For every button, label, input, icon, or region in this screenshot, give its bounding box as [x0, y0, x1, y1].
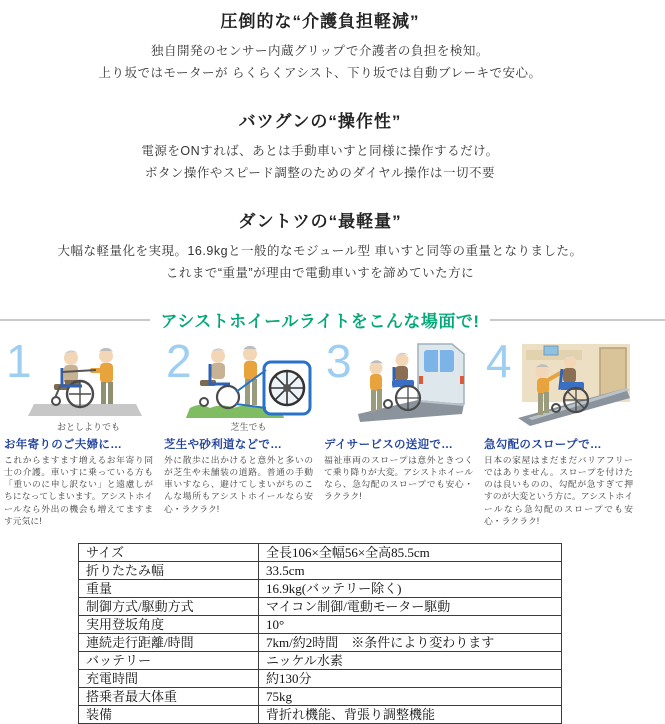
scene-body-text: 福祉車両のスロープは意外ときつくて乗り降りが大変。アシストホイールなら、急勾配のスロープでも安心・ラクラク! — [324, 455, 473, 502]
scene-caption: 芝生でも — [230, 422, 267, 432]
spec-value: マイコン制御/電動モーター駆動 — [259, 597, 562, 615]
scene-steep-slope — [480, 335, 640, 527]
spec-label: 装備 — [79, 705, 259, 723]
banner-right-rule — [490, 319, 665, 321]
spec-label: 充電時間 — [79, 669, 259, 687]
feature-care-burden — [0, 7, 640, 84]
spec-label: バッテリー — [79, 651, 259, 669]
scene-elderly-couple — [0, 335, 160, 527]
spec-value: 約130分 — [259, 669, 562, 687]
wheelchair-couple-illustration — [24, 342, 152, 420]
spec-row-battery — [79, 651, 562, 669]
van-ramp-illustration — [344, 342, 472, 428]
scene-banner — [0, 307, 640, 332]
feature-sections — [0, 0, 640, 284]
spec-label: 搭乗者最大体重 — [79, 687, 259, 705]
spec-row-range — [79, 633, 562, 651]
feature-line: 大幅な軽量化を実現。16.9kgと一般的なモジュール型 車いすと同等の重量となりました。 — [57, 244, 583, 258]
feature-operability — [0, 107, 640, 184]
scene-grass-gravel — [160, 335, 320, 527]
spec-row-max-weight — [79, 687, 562, 705]
feature-line: これまで“重量”が理由で電動車いすを諦めていた方に — [165, 266, 475, 280]
scene-media — [4, 335, 153, 433]
scene-number: 4 — [486, 335, 512, 387]
feature-title: ダントツの“最軽量” — [238, 212, 402, 231]
spec-value: 10° — [259, 615, 562, 633]
feature-line: 電源をONすれば、あとは手動車いすと同様に操作するだけ。 — [141, 144, 499, 158]
feature-line: 独自開発のセンサー内蔵グリップで介護者の負担を検知。 — [151, 44, 489, 58]
spec-label: 制御方式/駆動方式 — [79, 597, 259, 615]
scene-columns — [0, 335, 640, 527]
banner-title: アシストホイールライトをこんな場面で! — [160, 312, 480, 331]
spec-table — [78, 543, 562, 724]
scene-media — [164, 335, 313, 433]
scene-media — [484, 335, 633, 433]
feature-title: バツグンの“操作性” — [238, 112, 402, 131]
scene-caption: おとしよりでも — [56, 422, 120, 432]
spec-row-folded-width — [79, 561, 562, 579]
spec-label: サイズ — [79, 543, 259, 561]
spec-row-equipment — [79, 705, 562, 723]
feature-title: 圧倒的な“介護負担軽減” — [220, 12, 420, 31]
spec-value: 16.9kg(バッテリー除く) — [259, 579, 562, 597]
spec-row-climb-angle — [79, 615, 562, 633]
spec-label: 実用登坂角度 — [79, 615, 259, 633]
spec-row-size — [79, 543, 562, 561]
feature-line: ボタン操作やスピード調整のためのダイヤル操作は一切不要 — [144, 166, 496, 180]
spec-label: 連続走行距離/時間 — [79, 633, 259, 651]
spec-value: 33.5cm — [259, 561, 562, 579]
scene-number: 1 — [6, 335, 32, 387]
feature-line: 上り坂ではモーターが らくらくアシスト、下り坂では自動ブレーキで安心。 — [98, 66, 542, 80]
spec-row-control — [79, 597, 562, 615]
scene-heading: お年寄りのご夫婦に… — [4, 439, 122, 451]
scene-heading: デイサービスの送迎で… — [324, 439, 453, 451]
spec-value: 背折れ機能、背張り調整機能 — [259, 705, 562, 723]
scene-media — [324, 335, 473, 433]
steep-slope-illustration — [504, 342, 632, 428]
spec-value: 75kg — [259, 687, 562, 705]
spec-row-charge-time — [79, 669, 562, 687]
spec-label: 重量 — [79, 579, 259, 597]
banner-left-rule — [0, 319, 150, 321]
spec-label: 折りたたみ幅 — [79, 561, 259, 579]
scene-day-service-van — [320, 335, 480, 527]
scene-number: 2 — [166, 335, 192, 387]
spec-value: ニッケル水素 — [259, 651, 562, 669]
scene-heading: 芝生や砂利道などで… — [164, 439, 282, 451]
grass-wheelchair-illustration — [184, 342, 312, 420]
spec-row-weight — [79, 579, 562, 597]
scene-number: 3 — [326, 335, 352, 387]
scene-body-text: これからますます増えるお年寄り同士の介護。車いすに乗っている方も「重いのに申し訳ない」と遠慮しがちになってしまいます。アシストホイールなら外出の機会も増えてますます元気に! — [4, 455, 153, 526]
scene-body-text: 日本の家屋はまだまだバリアフリーではありません。スロープを付けたのは良いものの、勾配が急すぎて押すのが大変という方に。アシストホイールなら急勾配のスロープでも安心・ラクラク! — [484, 455, 633, 526]
feature-lightweight — [0, 207, 640, 284]
spec-value: 全長106×全幅56×全高85.5cm — [259, 543, 562, 561]
spec-value: 7km/約2時間 ※条件により変わります — [259, 633, 562, 651]
scene-heading: 急勾配のスロープで… — [484, 439, 602, 451]
scene-body-text: 外に散歩に出かけると意外と多いのが芝生や未舗装の道路。普通の手動車いすなら、避けてしまいがちのこんな場所もアシストホイールなら安心・ラクラク! — [164, 455, 313, 514]
